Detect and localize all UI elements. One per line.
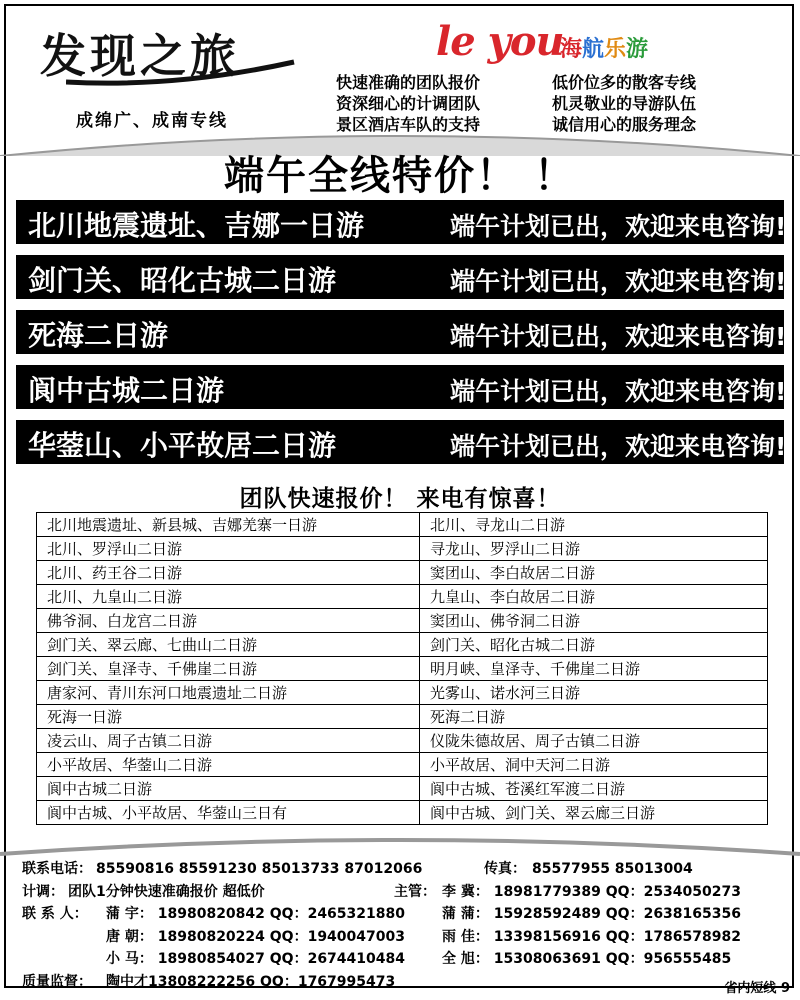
route-cell: 北川、药王谷二日游 <box>37 561 420 585</box>
quality-contact: 陶中才13808222256 QQ：1767995473 <box>106 973 396 990</box>
promo-note: 端午计划已出，欢迎来电咨询! <box>450 212 787 241</box>
promo-bar <box>16 365 787 409</box>
holiday-special-heading: 端午全线特价！ ！ <box>224 153 576 199</box>
contact-person: 雨 佳： 13398156916 QQ：1786578982 <box>442 928 741 945</box>
quality-label: 质量监督： <box>22 973 92 990</box>
table-row <box>37 681 768 705</box>
table-row <box>37 537 768 561</box>
brand-logo <box>436 18 649 65</box>
promo-note: 端午计划已出，欢迎来电咨询! <box>450 432 787 461</box>
slogan: 快速准确的团队报价 <box>336 73 481 92</box>
route-cell: 北川地震遗址、新县城、吉娜羌寨一日游 <box>37 513 420 537</box>
planning-label: 计调： <box>22 883 64 900</box>
promo-title: 阆中古城二日游 <box>28 374 225 407</box>
route-cell: 九皇山、李白故居二日游 <box>420 585 768 609</box>
promo-title: 华蓥山、小平故居二日游 <box>28 429 337 462</box>
route-cell: 阆中古城二日游 <box>37 777 420 801</box>
route-cell: 窦团山、佛爷洞二日游 <box>420 609 768 633</box>
brand-leyou-logo: le you <box>436 18 564 65</box>
manager-label: 主管： <box>394 883 436 900</box>
table-row <box>37 633 768 657</box>
slogan: 诚信用心的服务理念 <box>552 115 697 134</box>
phone-numbers: 85590816 85591230 85013733 87012066 <box>96 861 423 877</box>
manager-contact: 李 冀： 18981779389 QQ：2534050273 <box>442 883 741 900</box>
phone-label: 联系电话： <box>22 861 92 877</box>
table-row <box>37 561 768 585</box>
route-subtitle: 成绵广、成南专线 <box>76 111 228 131</box>
promo-note: 端午计划已出，欢迎来电咨询! <box>450 267 787 296</box>
table-row <box>37 609 768 633</box>
route-cell: 寻龙山、罗浮山二日游 <box>420 537 768 561</box>
table-row <box>37 705 768 729</box>
fax-numbers: 85577955 85013004 <box>532 861 693 877</box>
route-cell: 剑门关、皇泽寺、千佛崖二日游 <box>37 657 420 681</box>
route-cell: 仪陇朱德故居、周子古镇二日游 <box>420 729 768 753</box>
route-cell: 阆中古城、苍溪红军渡二日游 <box>420 777 768 801</box>
route-table <box>36 512 768 825</box>
route-cell: 小平故居、洞中天河二日游 <box>420 753 768 777</box>
table-row <box>37 729 768 753</box>
route-cell: 唐家河、青川东河口地震遗址二日游 <box>37 681 420 705</box>
promo-bar <box>16 310 787 354</box>
promo-title: 死海二日游 <box>28 319 169 352</box>
route-cell: 阆中古城、小平故居、华蓥山三日有 <box>37 801 420 825</box>
contact-person: 全 旭： 15308063691 QQ：956555485 <box>442 951 732 967</box>
table-row <box>37 777 768 801</box>
route-cell: 死海二日游 <box>420 705 768 729</box>
promo-note: 端午计划已出，欢迎来电咨询! <box>450 377 787 406</box>
route-cell: 死海一日游 <box>37 705 420 729</box>
route-cell: 北川、九皇山二日游 <box>37 585 420 609</box>
route-cell: 剑门关、昭化古城二日游 <box>420 633 768 657</box>
contact-person: 唐 朝： 18980820224 QQ：1940047003 <box>106 928 405 945</box>
title-swoosh <box>66 58 296 88</box>
page-title: 发现之旅 <box>40 29 240 83</box>
promo-title: 北川地震遗址、吉娜一日游 <box>28 209 365 242</box>
promo-bar <box>16 200 787 244</box>
route-cell: 明月峡、皇泽寺、千佛崖二日游 <box>420 657 768 681</box>
slogan: 景区酒店车队的支持 <box>336 115 481 134</box>
page-number: 省内短线 9 <box>724 981 790 996</box>
slogan: 机灵敬业的导游队伍 <box>552 94 697 113</box>
table-row <box>37 657 768 681</box>
contact-person: 小 马： 18980854027 QQ：2674410484 <box>106 951 405 967</box>
promo-bar <box>16 420 787 464</box>
table-row <box>37 513 768 537</box>
route-cell: 凌云山、周子古镇二日游 <box>37 729 420 753</box>
route-cell: 窦团山、李白故居二日游 <box>420 561 768 585</box>
table-row <box>37 801 768 825</box>
promo-title: 剑门关、昭化古城二日游 <box>28 264 337 297</box>
route-cell: 光雾山、诺水河三日游 <box>420 681 768 705</box>
route-cell: 阆中古城、剑门关、翠云廊三日游 <box>420 801 768 825</box>
people-label: 联 系 人： <box>22 906 88 922</box>
contact-person: 蒲 蒲： 15928592489 QQ：2638165356 <box>442 906 741 922</box>
route-cell: 佛爷洞、白龙宫二日游 <box>37 609 420 633</box>
brand-name: 海航乐游 <box>560 37 649 62</box>
table-row <box>37 753 768 777</box>
team-quote-heading: 团队快速报价！ 来电有惊喜！ <box>239 486 561 512</box>
footer-curve <box>0 832 800 856</box>
planning-text: 团队1分钟快速准确报价 超低价 <box>68 883 265 900</box>
promo-bar <box>16 255 787 299</box>
slogan: 低价位多的散客专线 <box>552 73 697 92</box>
table-row <box>37 585 768 609</box>
route-cell: 北川、罗浮山二日游 <box>37 537 420 561</box>
promo-note: 端午计划已出，欢迎来电咨询! <box>450 322 787 351</box>
route-cell: 北川、寻龙山二日游 <box>420 513 768 537</box>
route-cell: 小平故居、华蓥山二日游 <box>37 753 420 777</box>
contact-person: 蒲 宇： 18980820842 QQ：2465321880 <box>106 906 405 922</box>
route-cell: 剑门关、翠云廊、七曲山二日游 <box>37 633 420 657</box>
slogan: 资深细心的计调团队 <box>336 94 481 113</box>
fax-label: 传真： <box>484 861 526 877</box>
